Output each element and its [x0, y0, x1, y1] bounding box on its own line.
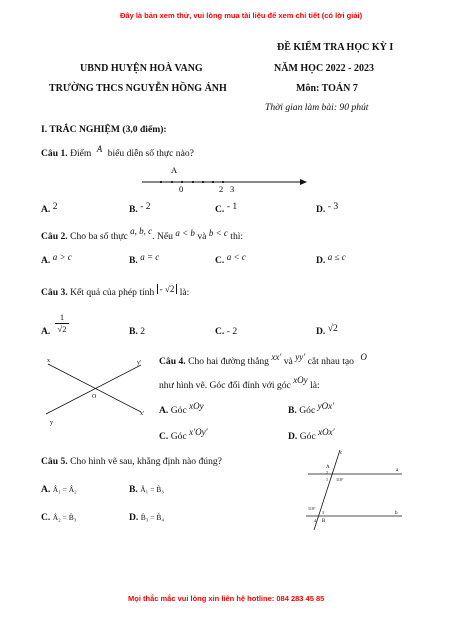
parallel-lines-figure — [298, 446, 408, 532]
q3-option-c[interactable]: C. - 2 — [215, 326, 238, 337]
label-x-prime: x' — [140, 411, 145, 417]
preview-banner: Đây là bản xem thử, vui lòng mua tài liệu để xem chi tiết (có lời giải) — [120, 11, 363, 20]
number-line — [140, 160, 310, 200]
q5-option-c[interactable]: C. Â₂ = B̂₃ — [41, 512, 77, 523]
q2-option-d[interactable]: D. a ≤ c — [316, 252, 346, 266]
q2-option-b[interactable]: B. a = c — [129, 252, 160, 266]
angle-num-1: 1 — [326, 477, 328, 482]
label-A: A — [326, 465, 330, 470]
label-a: a — [396, 468, 399, 473]
label-y: y — [50, 420, 53, 426]
question-3: Câu 3. Kết quả của phép tính - √2 là: — [41, 284, 190, 298]
time-limit: Thời gian làm bài: 90 phút — [265, 102, 369, 113]
label-c: c — [340, 451, 343, 456]
abs-value-expr: - √2 — [157, 284, 178, 294]
q3-option-d[interactable]: D. √2 — [316, 323, 338, 337]
angle-num-4: 4 — [314, 518, 316, 523]
q2-option-c[interactable]: C. a < c — [215, 252, 246, 266]
q4-option-b[interactable]: B. Góc yOx′ — [288, 401, 335, 416]
q5-option-d[interactable]: D. B̂₃ = B̂₄ — [129, 512, 164, 523]
q1-option-b[interactable]: B. - 2 — [129, 201, 151, 215]
intersecting-lines-figure — [38, 352, 154, 428]
question-5: Câu 5. Cho hình vẽ sau, khẳng định nào đúng? — [41, 456, 222, 467]
district-name: UBND HUYỆN HOÀ VANG — [80, 63, 203, 74]
question-4-line1: Câu 4. Cho hai đường thẳng xx′ và yy′ cắt nhau tạo O — [159, 352, 367, 367]
school-name: TRƯỜNG THCS NGUYỄN HỒNG ÁNH — [49, 83, 227, 94]
angle-a-value: 110° — [336, 477, 344, 482]
tick-0: 0 — [179, 184, 184, 194]
label-b: b — [395, 511, 398, 516]
section-title: I. TRẮC NGHIỆM (3,0 điểm): — [41, 124, 167, 135]
q3-option-a[interactable]: A. — [41, 326, 51, 337]
q4-option-a[interactable]: A. Góc xOy — [159, 401, 204, 416]
q1-option-d[interactable]: D. - 3 — [316, 201, 339, 215]
angle-b-value: 110° — [308, 506, 316, 511]
q5-option-b[interactable]: B. Â₁ = B̂₃ — [129, 484, 164, 495]
tick-3: 3 — [230, 184, 235, 194]
exam-title: ĐỀ KIỂM TRA HỌC KỲ I — [277, 42, 394, 53]
subject: Môn: TOÁN 7 — [296, 83, 358, 94]
angle-num-3: 3 — [322, 510, 324, 515]
question-4-line2: như hình vẽ. Góc đối đỉnh với góc xOy là: — [159, 375, 320, 391]
hotline-banner: Mọi thắc mắc vui lòng xin liên hệ hotline: 084 283 45 85 — [128, 594, 325, 603]
question-1: Câu 1. Điểm A biểu diễn số thực nào? — [41, 144, 194, 159]
fraction: 1 √2 — [55, 312, 69, 335]
q1-option-a[interactable]: A. 2 — [41, 201, 58, 215]
school-year: NĂM HỌC 2022 - 2023 — [274, 63, 374, 74]
q1-option-c[interactable]: C. - 1 — [215, 201, 238, 215]
q5-option-a[interactable]: A. Â₁ = Â₂ — [41, 484, 77, 495]
angle-num-2: 2 — [326, 470, 328, 475]
question-2: Câu 2. Cho ba số thực a, b, c. Nếu a < b và b < c thì: — [41, 226, 244, 242]
point-A-label: A — [171, 165, 178, 175]
label-x: x — [47, 358, 50, 364]
label-O: O — [92, 394, 97, 400]
q3-option-b[interactable]: B. 2 — [129, 326, 146, 337]
q4-option-c[interactable]: C. Góc x′Oy′ — [159, 427, 208, 442]
label-y-prime: y' — [137, 360, 142, 366]
q4-option-d[interactable]: D. Góc xOx′ — [288, 427, 335, 442]
label-B: B — [322, 519, 326, 524]
tick-2: 2 — [219, 184, 224, 194]
q2-option-a[interactable]: A. a > c — [41, 252, 72, 266]
